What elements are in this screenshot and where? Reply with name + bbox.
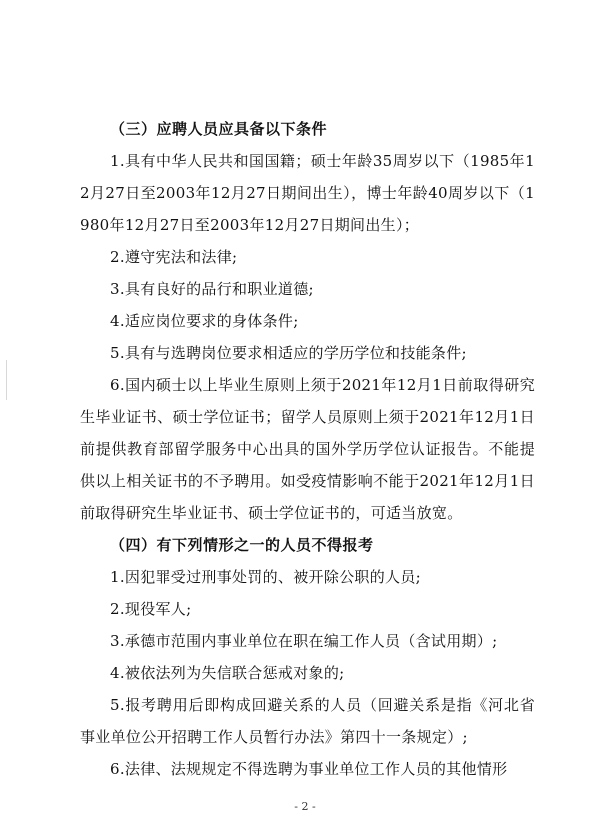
- section-4-item-2: 2.现役军人;: [110, 600, 192, 618]
- section-3-item-6: 6.国内硕士以上毕业生原则上须于2021年12月1日前取得研究生毕业证书、硕士学位证书；留学人员原则上须于2021年12月1日前提供教育部留学服务中心出具的国外学历学位认证报告。不能提供以上相关证书的不予聘用。如受疫情影响不能于2021年12月1日前取得研究生毕业证书、硕士学位证书的，可适当放宽。: [80, 376, 535, 522]
- section-3-item-3: 3.具有良好的品行和职业道德;: [110, 280, 314, 298]
- page-number: - 2 -: [294, 800, 316, 813]
- document-body: [80, 113, 535, 785]
- section-3-item-1: 1.具有中华人民共和国国籍；硕士年龄35周岁以下（1985年12月27日至2003年12月27日期间出生），博士年龄40周岁以下（1980年12月27日至2003年12月27日期间出生）；: [80, 152, 535, 234]
- section-4-item-6: 6.法律、法规规定不得选聘为事业单位工作人员的其他情形: [110, 760, 508, 778]
- section-3-heading: （三）应聘人员应具备以下条件: [110, 120, 328, 138]
- section-4-item-4: 4.被依法列为失信联合惩戒对象的;: [110, 664, 345, 682]
- section-3-item-4: 4.适应岗位要求的身体条件;: [110, 312, 299, 330]
- section-4-item-3: 3.承德市范围内事业单位在职在编工作人员（含试用期）;: [110, 632, 498, 650]
- section-3-item-5: 5.具有与选聘岗位要求相适应的学历学位和技能条件;: [110, 344, 467, 362]
- scan-edge-mark: [6, 360, 7, 400]
- section-4-heading: （四）有下列情形之一的人员不得报考: [110, 536, 374, 554]
- section-4-item-5: 5.报考聘用后即构成回避关系的人员（回避关系是指《河北省事业单位公开招聘工作人员暂行办法》第四十一条规定）;: [80, 696, 535, 746]
- section-4-item-1: 1.因犯罪受过刑事处罚的、被开除公职的人员;: [110, 568, 421, 586]
- section-3-item-2: 2.遵守宪法和法律;: [110, 248, 238, 266]
